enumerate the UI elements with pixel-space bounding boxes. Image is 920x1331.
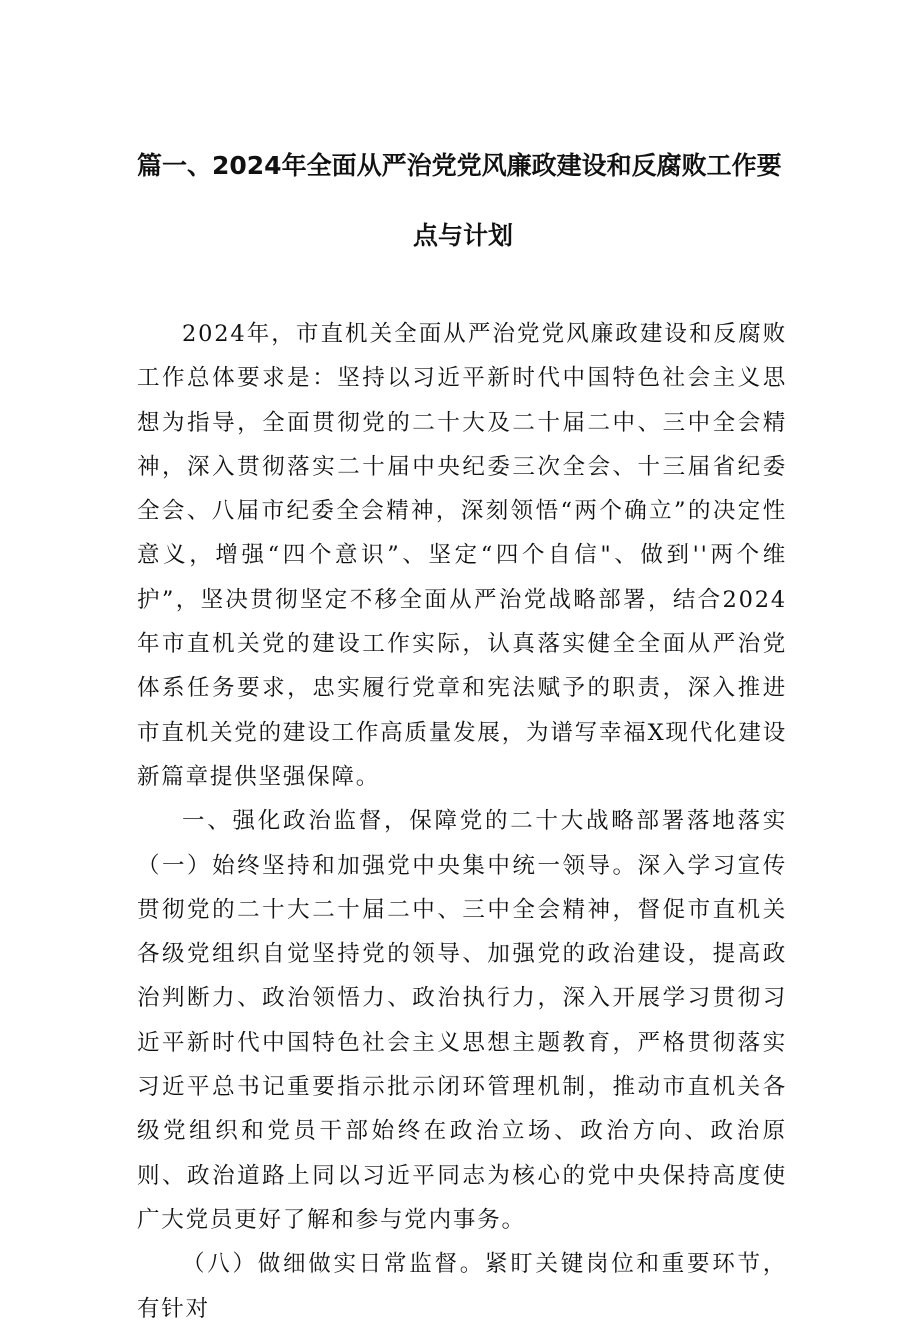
document-body — [137, 312, 787, 1331]
paragraph-daily-supervision: （八）做细做实日常监督。紧盯关键岗位和重要环节，有针对 — [137, 1251, 787, 1322]
paragraph-general-requirements: 2024年，市直机关全面从严治党党风廉政建设和反腐败工作总体要求是：坚持以习近平新时代中国特色社会主义思想为指导，全面贯彻党的二十大及二十届二中、三中全会精神，深入贯彻落实二十届中央纪委三次全会、十三届省纪委全会、八届市纪委全会精神，深刻领悟“两个确立”的决定性意义，增强“四个意识”、坚定“四个自信"、做到''两个维护”，坚决贯彻坚定不移全面从严治党战略部署，结合2024年市直机关党的建设工作实际，认真落实健全全面从严治党体系任务要求，忠实履行党章和宪法赋予的职责，深入推进市直机关党的建设工作高质量发展，为谱写幸福X现代化建设新篇章提供坚强保障。 — [137, 321, 787, 790]
document-title-line-2: 点与计划 — [413, 221, 514, 250]
document-title-line-1: 篇一、2024年全面从严治党党风廉政建设和反腐败工作要 — [137, 151, 782, 180]
paragraph-political-supervision: 一、强化政治监督，保障党的二十大战略部署落地落实（一）始终坚持和加强党中央集中统一领导。深入学习宣传贯彻党的二十大二十届二中、三中全会精神，督促市直机关各级党组织自觉坚持党的领导、加强党的政治建设，提高政治判断力、政治领悟力、政治执行力，深入开展学习贯彻习近平新时代中国特色社会主义思想主题教育，严格贯彻落实习近平总书记重要指示批示闭环管理机制，推动市直机关各级党组织和党员干部始终在政治立场、政治方向、政治原则、政治道路上同以习近平同志为核心的党中央保持高度使广大党员更好了解和参与党内事务。 — [137, 808, 787, 1233]
